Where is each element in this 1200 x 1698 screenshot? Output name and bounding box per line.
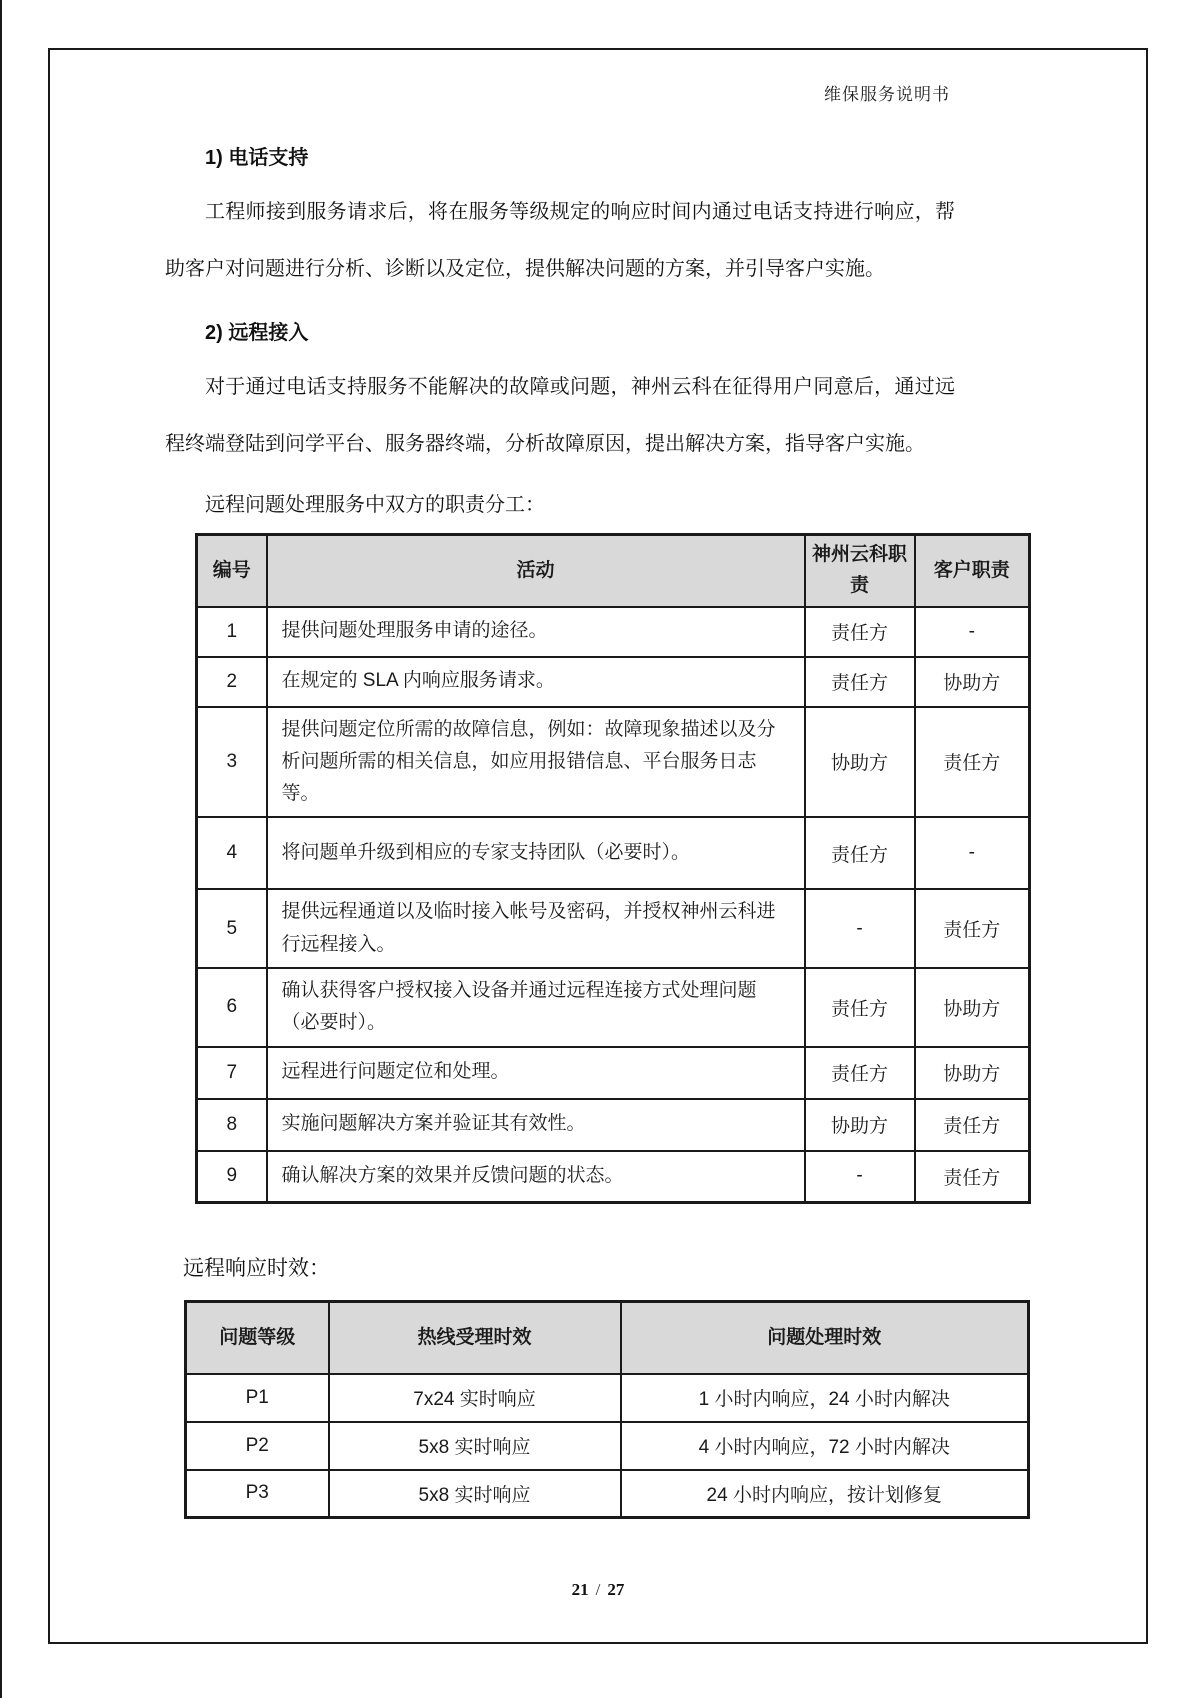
cell-number: 2 [197, 657, 267, 707]
document-header [50, 50, 1146, 105]
cell-number: 4 [197, 817, 267, 889]
cell-handling-time: 1 小时内响应，24 小时内解决 [621, 1374, 1029, 1422]
cell-activity: 确认获得客户授权接入设备并通过远程连接方式处理问题（必要时）。 [267, 968, 805, 1047]
page-number-total: 27 [607, 1580, 625, 1599]
cell-hotline-response: 7x24 实时响应 [329, 1374, 621, 1422]
cell-vendor-role: - [805, 889, 915, 968]
cell-vendor-role: 责任方 [805, 607, 915, 657]
table-row [197, 817, 1030, 889]
header-cell-problem-level: 问题等级 [186, 1302, 329, 1374]
sla-table [184, 1300, 1030, 1519]
cell-activity: 提供远程通道以及临时接入帐号及密码，并授权神州云科进行远程接入。 [267, 889, 805, 968]
cell-activity: 实施问题解决方案并验证其有效性。 [267, 1099, 805, 1151]
cell-number: 7 [197, 1047, 267, 1099]
cell-activity: 将问题单升级到相应的专家支持团队（必要时）。 [267, 817, 805, 889]
cell-vendor-role: - [805, 1151, 915, 1203]
section-heading-phone-support: 1) 电话支持 [205, 147, 309, 169]
cell-activity: 在规定的 SLA 内响应服务请求。 [267, 657, 805, 707]
page-number-separator: / [595, 1580, 601, 1599]
table-row [197, 1047, 1030, 1099]
header-cell-hotline-response: 热线受理时效 [329, 1302, 621, 1374]
paragraph-remote-access: 对于通过电话支持服务不能解决的故障或问题，神州云科在征得用户同意后，通过远程终端登陆到问学平台、服务器终端，分析故障原因，提出解决方案，指导客户实施。 [165, 376, 955, 455]
cell-number: 9 [197, 1151, 267, 1203]
cell-handling-time: 24 小时内响应，按计划修复 [621, 1470, 1029, 1518]
cell-number: 5 [197, 889, 267, 968]
page-content [165, 141, 1010, 1519]
cell-vendor-role: 责任方 [805, 1047, 915, 1099]
table-row [197, 968, 1030, 1047]
cell-number: 8 [197, 1099, 267, 1151]
cell-vendor-role: 责任方 [805, 657, 915, 707]
cell-vendor-role: 协助方 [805, 707, 915, 818]
table-row [197, 607, 1030, 657]
cell-customer-role: - [915, 607, 1030, 657]
cell-activity: 提供问题处理服务申请的途径。 [267, 607, 805, 657]
cell-customer-role: 责任方 [915, 707, 1030, 818]
cell-customer-role: 责任方 [915, 889, 1030, 968]
responsibility-table-header-row [197, 535, 1030, 607]
table-row [197, 657, 1030, 707]
responsibility-table-intro: 远程问题处理服务中双方的职责分工： [205, 494, 545, 516]
table-row [197, 707, 1030, 818]
cell-vendor-role: 责任方 [805, 817, 915, 889]
cell-customer-role: 协助方 [915, 1047, 1030, 1099]
cell-customer-role: 协助方 [915, 968, 1030, 1047]
header-cell-activity: 活动 [267, 535, 805, 607]
header-cell-number: 编号 [197, 535, 267, 607]
sla-table-header-row [186, 1302, 1029, 1374]
table-row [186, 1422, 1029, 1470]
table-row [197, 1099, 1030, 1151]
page-footer [50, 1580, 1146, 1600]
cell-problem-level: P1 [186, 1374, 329, 1422]
cell-vendor-role: 协助方 [805, 1099, 915, 1151]
page-frame [48, 48, 1148, 1644]
table-row [197, 889, 1030, 968]
document-title: 维保服务说明书 [824, 85, 950, 104]
cell-number: 6 [197, 968, 267, 1047]
cell-customer-role: 责任方 [915, 1151, 1030, 1203]
cell-hotline-response: 5x8 实时响应 [329, 1470, 621, 1518]
header-cell-customer-role: 客户职责 [915, 535, 1030, 607]
scan-edge-line [0, 0, 2, 1698]
cell-number: 3 [197, 707, 267, 818]
cell-customer-role: 协助方 [915, 657, 1030, 707]
sla-table-title: 远程响应时效： [183, 1257, 330, 1281]
responsibility-table [195, 533, 1031, 1204]
cell-customer-role: 责任方 [915, 1099, 1030, 1151]
cell-problem-level: P2 [186, 1422, 329, 1470]
section-heading-remote-access: 2) 远程接入 [205, 322, 309, 344]
table-row [197, 1151, 1030, 1203]
header-cell-handling-time: 问题处理时效 [621, 1302, 1029, 1374]
cell-problem-level: P3 [186, 1470, 329, 1518]
cell-hotline-response: 5x8 实时响应 [329, 1422, 621, 1470]
cell-activity: 提供问题定位所需的故障信息，例如：故障现象描述以及分析问题所需的相关信息，如应用报错信息、平台服务日志等。 [267, 707, 805, 818]
cell-customer-role: - [915, 817, 1030, 889]
cell-number: 1 [197, 607, 267, 657]
table-row [186, 1470, 1029, 1518]
cell-activity: 远程进行问题定位和处理。 [267, 1047, 805, 1099]
cell-handling-time: 4 小时内响应，72 小时内解决 [621, 1422, 1029, 1470]
header-cell-vendor-role: 神州云科职责 [805, 535, 915, 607]
cell-vendor-role: 责任方 [805, 968, 915, 1047]
table-row [186, 1374, 1029, 1422]
paragraph-phone-support: 工程师接到服务请求后，将在服务等级规定的响应时间内通过电话支持进行响应，帮助客户对问题进行分析、诊断以及定位，提供解决问题的方案，并引导客户实施。 [165, 201, 955, 280]
page-number-current: 21 [571, 1580, 589, 1599]
cell-activity: 确认解决方案的效果并反馈问题的状态。 [267, 1151, 805, 1203]
